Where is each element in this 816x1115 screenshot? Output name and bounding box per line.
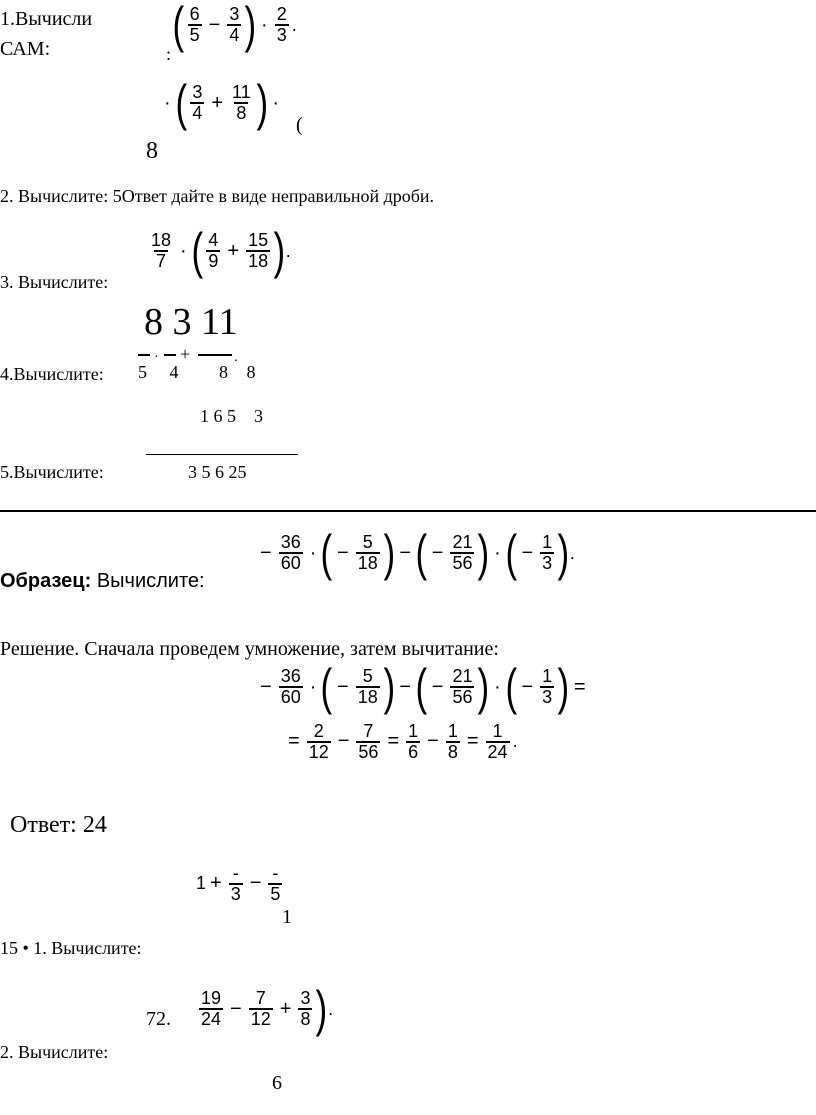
fraction: $\frac{3}{4}$: [192, 82, 203, 123]
fraction: $\frac{1}{24}$: [487, 721, 508, 762]
task5-top: 1 6 5 3: [200, 406, 263, 426]
stray-paren: (: [296, 114, 303, 136]
fraction: $\frac{1}{3}$: [542, 666, 553, 707]
fraction: $\frac{1}{3}$: [542, 532, 553, 573]
fraction: $\frac{1}{8}$: [447, 721, 458, 762]
task-b2-label: 2. Вычислите:: [0, 1042, 109, 1062]
fraction: $\frac{5}{18}$: [357, 532, 378, 573]
task-b2-six: 6: [272, 1072, 282, 1094]
fraction: $\frac{3}{4}$: [229, 4, 240, 45]
example-label-rest: Вычислите:: [96, 570, 205, 592]
solution-line2: = $\frac{2}{12}$ − $\frac{7}{56}$ = $\frac{1}{6}$ − $\frac{1}{8}$ = $\frac{1}{24}$ .: [288, 721, 518, 762]
fraction: $\frac{1}{6}$: [408, 721, 419, 762]
fraction: $\frac{6}{5}$: [189, 4, 200, 45]
task4-bars: · + .: [138, 352, 248, 368]
fraction: $\frac{-}{3}$: [230, 863, 241, 904]
task-b1-expr: 1 + $\frac{-}{3}$ − $\frac{-}{5}$: [196, 863, 281, 904]
fraction: $\frac{7}{12}$: [250, 988, 271, 1029]
fraction: $\frac{-}{5}$: [270, 863, 281, 904]
fraction: $\frac{2}{3}$: [276, 4, 287, 45]
task1-expr1: ( $\frac{6}{5}$ − $\frac{3}{4}$ ) · $\frac{2}{3}$ .: [172, 0, 297, 53]
fraction: $\frac{36}{60}$: [280, 666, 301, 707]
answer-text: Ответ: 24: [10, 812, 107, 838]
example-label: [0, 570, 205, 593]
example-label-bold: Образец:: [0, 570, 92, 592]
fraction: $\frac{18}{7}$: [151, 230, 172, 271]
stray-colon: :: [166, 44, 172, 64]
example-expr: − $\frac{36}{60}$ · ( − $\frac{5}{18}$ ) − ( − $\frac{21}{56}$ ) · ( − $\frac{1}{3}$ ) .: [260, 525, 575, 581]
task1-expr2: · ( $\frac{3}{4}$ + $\frac{11}{8}$ ) ·: [164, 75, 280, 131]
task-b2-number: 72.: [146, 1008, 171, 1030]
fraction: $\frac{15}{18}$: [248, 230, 269, 271]
task-b1-under: 1: [282, 906, 292, 928]
fraction: $\frac{21}{56}$: [452, 666, 473, 707]
task1-label-line2: САМ:: [0, 38, 51, 60]
stray-8: 8: [146, 138, 158, 164]
task4-bottom: 5 4 8 8: [138, 362, 256, 382]
task-b2-expr: $\frac{19}{24}$ − $\frac{7}{12}$ + $\frac{3}{8}$ ) .: [201, 981, 334, 1037]
fraction: $\frac{36}{60}$: [280, 532, 301, 573]
solution-text: Решение. Сначала проведем умножение, затем вычитание:: [0, 638, 499, 660]
task5-fraction-line: [146, 454, 298, 455]
fraction: $\frac{4}{9}$: [208, 230, 219, 271]
divider: [0, 510, 816, 512]
fraction: $\frac{21}{56}$: [452, 532, 473, 573]
fraction: $\frac{7}{56}$: [358, 721, 379, 762]
task1-label: [0, 4, 92, 64]
task5-bottom: 3 5 6 25: [188, 462, 247, 482]
fraction: $\frac{5}{18}$: [357, 666, 378, 707]
task5-label: 5.Вычислите:: [0, 462, 104, 482]
task4-label: 4.Вычислите:: [0, 364, 104, 384]
solution-line1: − $\frac{36}{60}$ · ( − $\frac{5}{18}$ ) − ( − $\frac{21}{56}$ ) · ( − $\frac{1}{3}$ ) =: [260, 659, 586, 715]
fraction: $\frac{11}{8}$: [232, 82, 251, 123]
task3-expr: $\frac{18}{7}$ · ( $\frac{4}{9}$ + $\frac{15}{18}$ ) .: [151, 223, 291, 279]
fraction: $\frac{19}{24}$: [201, 988, 222, 1029]
task1-label-line1: 1.Вычисли: [0, 8, 93, 30]
task2-text: 2. Вычислите: 5Ответ дайте в виде неправильной дроби.: [0, 186, 435, 206]
fraction: $\frac{2}{12}$: [308, 721, 329, 762]
task-b1-label: 15 • 1. Вычислите:: [0, 938, 142, 958]
fraction: $\frac{3}{8}$: [300, 988, 311, 1029]
task4-top: 8 3 11: [144, 301, 238, 343]
task3-label: 3. Вычислите:: [0, 272, 109, 292]
